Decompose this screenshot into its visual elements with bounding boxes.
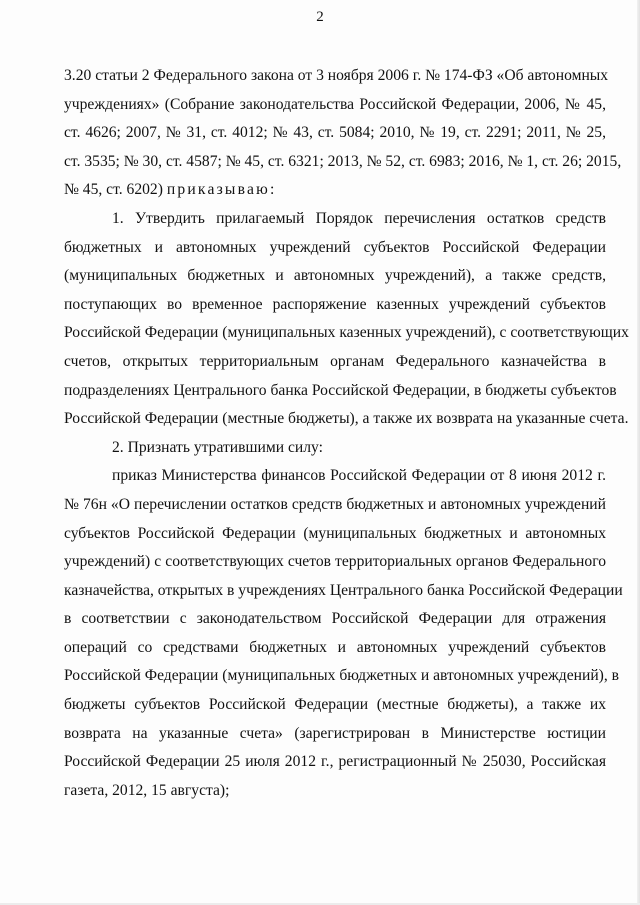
repealed-order-first-line: приказ Министерства финансов Российской Федерации от 8 июня 2012 г. — [112, 467, 606, 485]
paragraph-2-heading: 2. Признать утратившими силу: — [112, 438, 323, 456]
text-line: учреждений) с соответствующих счетов территориальных органов Федерального — [64, 553, 606, 571]
page-number: 2 — [316, 9, 324, 25]
order-keyword: приказываю: — [166, 181, 277, 199]
text-line: поступающих во временное распоряжение казенных учреждений субъектов — [64, 295, 606, 313]
text-line: учреждениях» (Собрание законодательства Российской Федерации, 2006, № 45, — [64, 95, 606, 113]
text-line: возврата на указанные счета» (зарегистрирован в Министерстве юстиции — [64, 724, 606, 742]
text-line: бюджетных и автономных учреждений субъектов Российской Федерации — [64, 238, 606, 256]
text-line: операций со средствами бюджетных и автономных учреждений субъектов — [64, 638, 606, 656]
text-line: (муниципальных бюджетных и автономных учреждений), а также средств, — [64, 267, 606, 285]
text-line — [64, 176, 606, 205]
text-line: Российской Федерации (муниципальных казенных учреждений), с соответствующих — [64, 324, 629, 342]
text-line: казначейства, открытых в учреждениях Центрального банка Российской Федерации — [64, 581, 623, 599]
text-line: счетов, открытых территориальным органам Федерального казначейства в — [64, 352, 606, 370]
text-line: подразделениях Центрального банка Российской Федерации, в бюджеты субъектов — [64, 381, 617, 399]
text-line: Российской Федерации (местные бюджеты), а также их возврата на указанные счета. — [64, 410, 629, 428]
text-line: ст. 3535; № 30, ст. 4587; № 45, ст. 6321; 2013, № 52, ст. 6983; 2016, № 1, ст. 26; 2015, — [64, 152, 622, 170]
text-line: Российской Федерации (муниципальных бюджетных и автономных учреждений), в — [64, 667, 620, 685]
document-body — [64, 62, 629, 805]
text-line: № 76н «О перечислении остатков средств бюджетных и автономных учреждений — [64, 495, 606, 513]
text-line: Российской Федерации 25 июля 2012 г., регистрационный № 25030, Российская — [64, 753, 606, 771]
text-line: ст. 4626; 2007, № 31, ст. 4012; № 43, ст. 5084; 2010, № 19, ст. 2291; 2011, № 25, — [64, 124, 606, 142]
text-line: газета, 2012, 15 августа); — [64, 781, 230, 799]
text-line: субъектов Российской Федерации (муниципальных бюджетных и автономных — [64, 524, 606, 542]
text-line: 3.20 статьи 2 Федерального закона от 3 ноября 2006 г. № 174-ФЗ «Об автономных — [64, 67, 609, 84]
text-line: бюджеты субъектов Российской Федерации (местные бюджеты), а также их — [64, 696, 606, 714]
paragraph-1-first-line: 1. Утвердить прилагаемый Порядок перечисления остатков средств — [112, 209, 606, 227]
text-fragment: № 45, ст. 6202) — [64, 181, 163, 199]
text-line: в соответствии с законодательством Российской Федерации для отражения — [64, 610, 606, 628]
